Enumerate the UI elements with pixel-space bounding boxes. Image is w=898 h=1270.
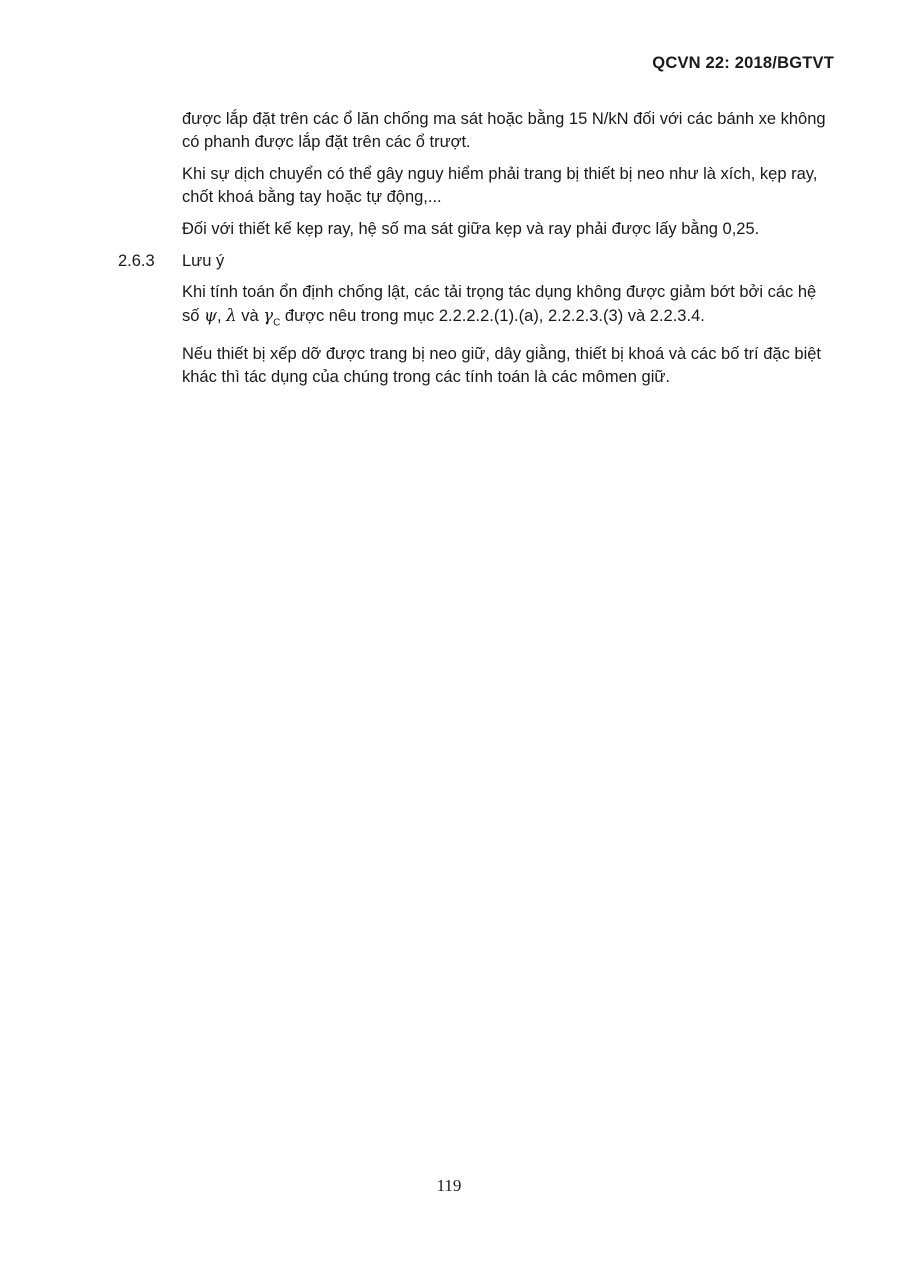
- paragraph-anchoring-devices: Khi sự dịch chuyển có thể gây nguy hiểm phải trang bị thiết bị neo như là xích, kẹp ray, chốt khoá bằng tay hoặc tự động,...: [182, 165, 818, 206]
- text-segment: Khi tính toán ổn định chống lật, các tải trọng tác dụng không được giảm bớt bởi các hệ số: [182, 283, 817, 325]
- text-segment: ,: [216, 307, 227, 325]
- document-code-header: QCVN 22: 2018/BGTVT: [652, 54, 834, 72]
- paragraph-rail-clamp-friction: Đối với thiết kế kẹp ray, hệ số ma sát giữa kẹp và ray phải được lấy bằng 0,25.: [182, 220, 760, 238]
- page-number: 119: [436, 1176, 462, 1195]
- paragraph-overturning-stability: [182, 281, 838, 334]
- section-number: 2.6.3: [118, 252, 155, 270]
- text-segment: được nêu trong mục 2.2.2.2.(1).(a), 2.2.2.3.(3) và 2.2.3.4.: [280, 307, 705, 325]
- symbol-psi: ψ: [204, 306, 217, 325]
- symbol-gamma-c: [263, 306, 281, 329]
- page-body: [118, 108, 838, 398]
- section-heading: [118, 250, 838, 273]
- symbol-gamma-subscript: C: [273, 317, 281, 329]
- symbol-lambda: λ: [226, 306, 237, 325]
- paragraph-continuation: được lắp đặt trên các ổ lăn chống ma sát hoặc bằng 15 N/kN đối với các bánh xe không có phanh được lắp đặt trên các ổ trượt.: [182, 110, 826, 151]
- paragraph-holding-moments: Nếu thiết bị xếp dỡ được trang bị neo giữ, dây giằng, thiết bị khoá và các bố trí đặc biệt khác thì tác dụng của chúng trong các tính toán là các mômen giữ.: [182, 345, 822, 387]
- section-title: Lưu ý: [182, 252, 225, 270]
- text-segment: và: [236, 307, 264, 325]
- symbol-gamma: γ: [263, 306, 274, 325]
